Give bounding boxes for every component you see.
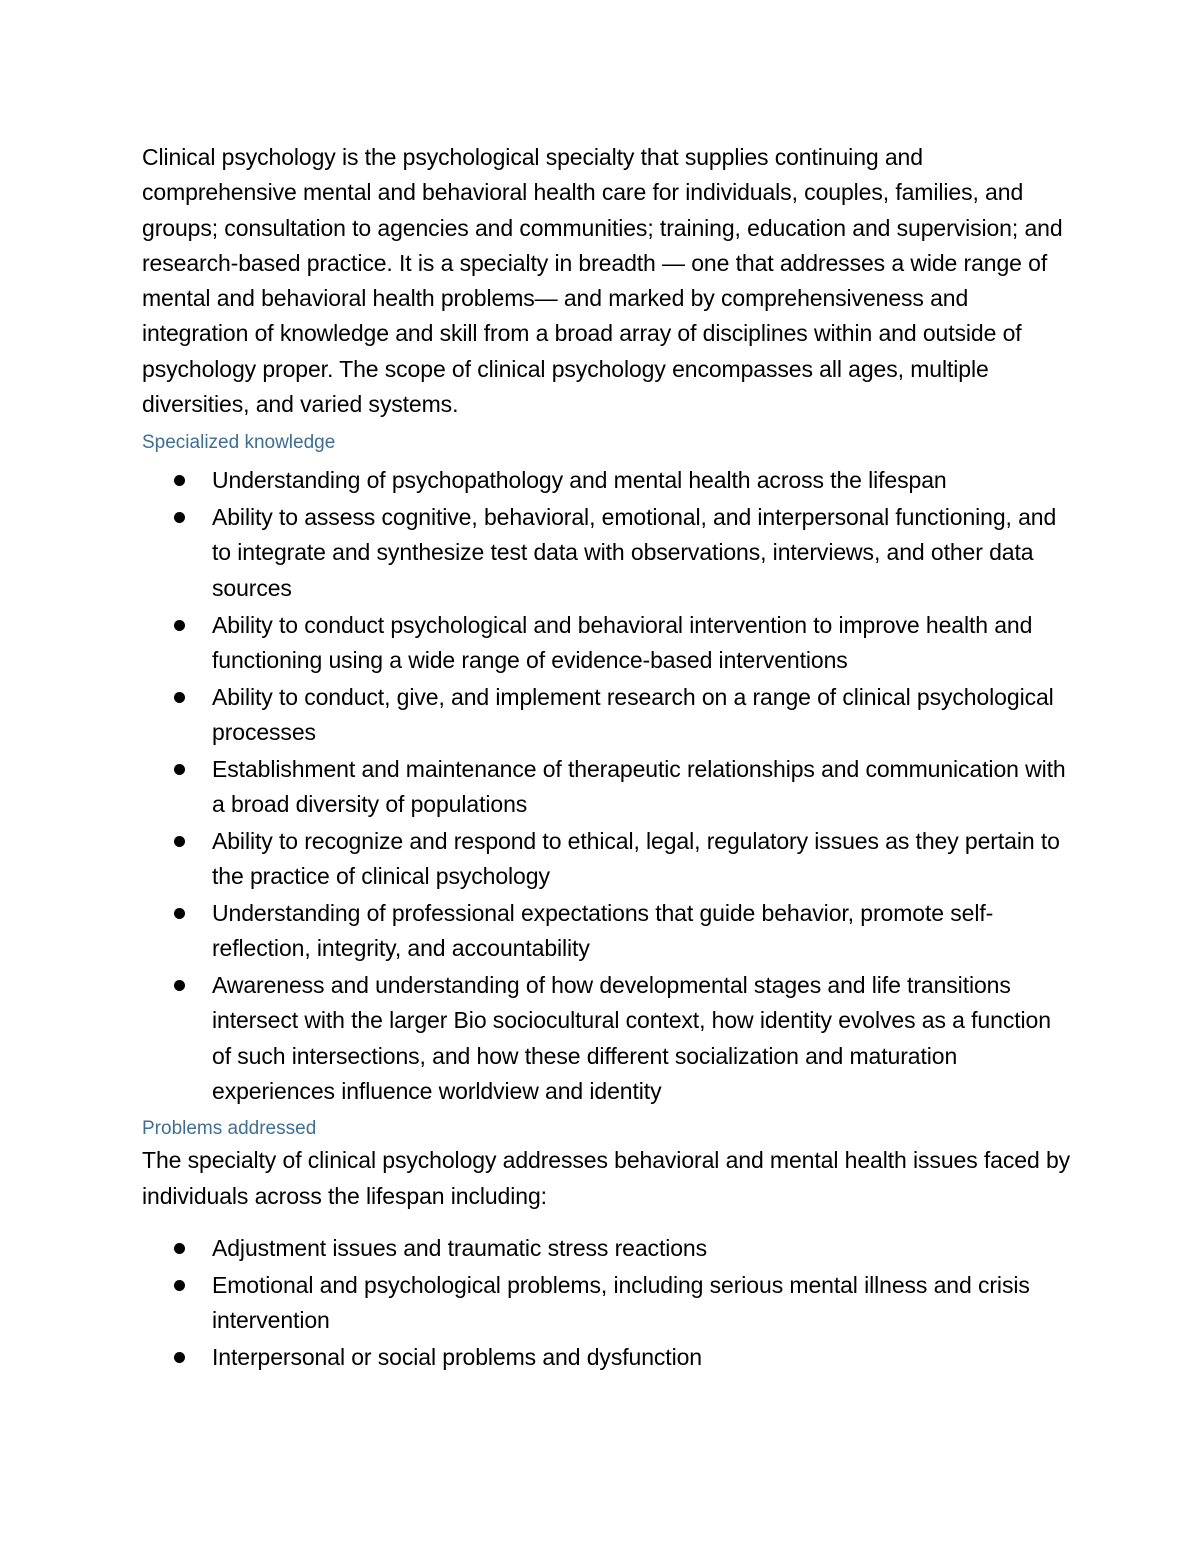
list-item — [142, 968, 1072, 1109]
list-item-text: Understanding of psychopathology and mental health across the lifespan — [212, 467, 947, 494]
list-item-text: Emotional and psychological problems, including serious mental illness and crisis intervention — [212, 1271, 1030, 1333]
specialized-knowledge-heading: Specialized knowledge — [142, 432, 336, 454]
list-item-text: Ability to recognize and respond to ethical, legal, regulatory issues as they pertain to the practice of clinical psychology — [212, 827, 1060, 890]
bullet-icon — [174, 1280, 185, 1291]
list-item — [142, 463, 1072, 498]
bullet-icon — [174, 908, 185, 919]
problems-addressed-list — [142, 1231, 1072, 1375]
list-item-text: Ability to conduct, give, and implement research on a range of clinical psychological processes — [212, 683, 1054, 745]
bullet-icon — [174, 836, 185, 847]
list-item-text: Adjustment issues and traumatic stress reactions — [212, 1234, 708, 1261]
list-item — [142, 500, 1072, 606]
list-item-text: Ability to assess cognitive, behavioral, emotional, and interpersonal functioning, and to integrate and synthesize test data with observations, interviews, and other data sources — [212, 504, 1057, 601]
bullet-icon — [174, 764, 185, 775]
list-item-text: Establishment and maintenance of therapeutic relationships and communication with a broad diversity of populations — [212, 755, 1066, 818]
list-item-text: Understanding of professional expectations that guide behavior, promote self-reflection, integrity, and accountability — [212, 899, 994, 962]
bullet-icon — [174, 1243, 185, 1254]
document-body — [142, 140, 1072, 1377]
bullet-icon — [174, 512, 185, 523]
problems-addressed-heading: Problems addressed — [142, 1118, 317, 1140]
bullet-icon — [174, 475, 185, 486]
bullet-icon — [174, 692, 185, 703]
list-item-text: Awareness and understanding of how developmental stages and life transitions intersect with the larger Bio sociocultural context, how identity evolves as a function of such intersections, and how these different socialization and maturation experiences influence worldview and identity — [212, 972, 1051, 1104]
list-item — [142, 1231, 1072, 1266]
bullet-icon — [174, 980, 185, 991]
bullet-icon — [174, 1352, 185, 1363]
list-item — [142, 896, 1072, 967]
list-item — [142, 752, 1072, 823]
list-item-text: Ability to conduct psychological and behavioral intervention to improve health and functioning using a wide range of evidence-based interventions — [212, 611, 1033, 673]
bullet-icon — [174, 620, 185, 631]
list-item — [142, 824, 1072, 895]
intro-paragraph: Clinical psychology is the psychological specialty that supplies continuing and comprehensive mental and behavioral health care for individuals, couples, families, and groups; consultation to agencies and communities; training, education and supervision; and research-based practice. It is a specialty in breadth — one that addresses a wide range of mental and behavioral health problems— and marked by comprehensiveness and integration of knowledge and skill from a broad array of disciplines within and outside of psychology proper. The scope of clinical psychology encompasses all ages, multiple diversities, and varied systems. — [142, 144, 1063, 418]
list-item — [142, 1268, 1072, 1339]
list-item — [142, 1340, 1072, 1375]
specialized-knowledge-list — [142, 463, 1072, 1109]
list-item — [142, 608, 1072, 679]
list-item-text: Interpersonal or social problems and dysfunction — [212, 1343, 702, 1370]
list-item — [142, 680, 1072, 751]
problems-addressed-intro: The specialty of clinical psychology addresses behavioral and mental health issues faced by individuals across the lifespan including: — [142, 1147, 1071, 1209]
